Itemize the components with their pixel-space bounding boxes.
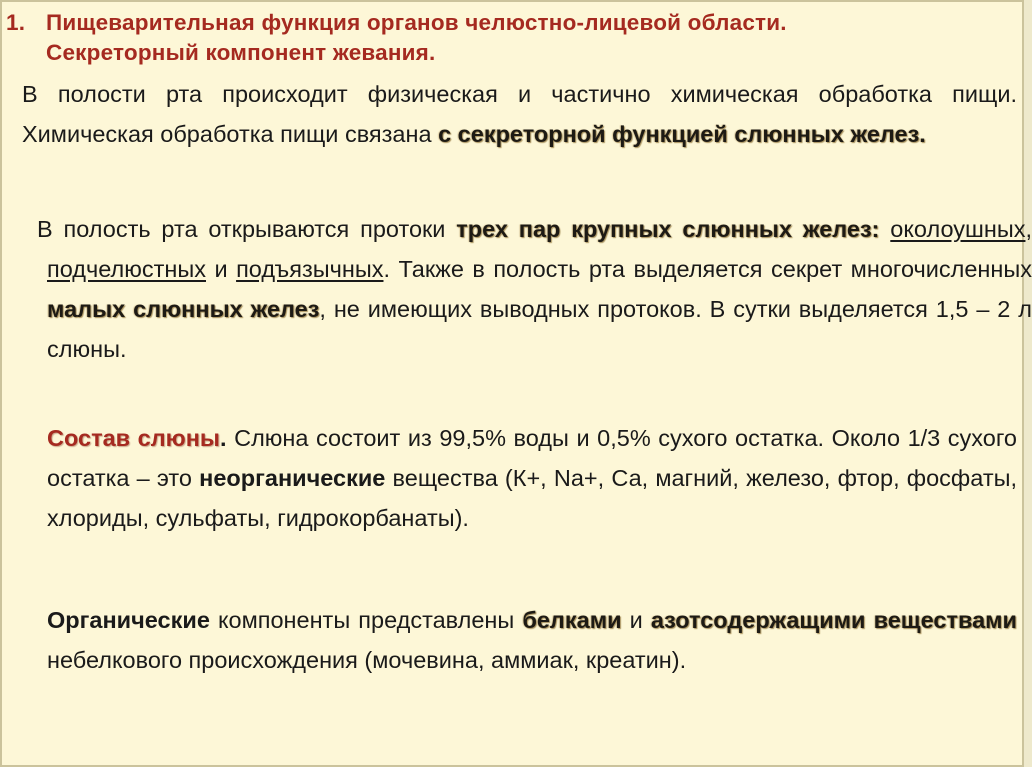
heading-dot: . xyxy=(220,425,227,451)
separator: и xyxy=(206,256,237,282)
emphasis-organic: Органические xyxy=(47,607,210,633)
emphasis-secretory-function: с секреторной функцией слюнных желез. xyxy=(438,121,926,147)
title-number: 1. xyxy=(6,10,26,35)
emphasis-major-glands: трех пар крупных слюнных желез: xyxy=(456,216,880,242)
paragraph-text: . Также в полость рта выделяется секрет многочисленных xyxy=(383,256,1032,282)
paragraph-text: В полость рта открываются протоки xyxy=(37,216,457,242)
paragraph-digestion xyxy=(22,74,1017,154)
gland-parotid: околоушных xyxy=(890,216,1026,242)
paragraph-text: и xyxy=(621,607,651,633)
paragraph-salivary-glands xyxy=(32,209,1032,369)
separator: , xyxy=(1025,216,1032,242)
slide-title xyxy=(6,8,1016,68)
title-line-1: Пищеварительная функция органов челюстно-лицевой области. xyxy=(46,10,787,35)
emphasis-proteins: белками xyxy=(522,607,622,633)
emphasis-inorganic: неорганические xyxy=(199,465,386,491)
heading-saliva-composition: Состав слюны xyxy=(47,425,221,451)
paragraph-organic-components xyxy=(47,600,1017,680)
paragraph-text: небелкового происхождения (мочевина, аммиак, креатин). xyxy=(47,647,687,673)
gland-submandibular: подчелюстных xyxy=(47,256,206,282)
emphasis-minor-glands: малых слюнных желез xyxy=(47,296,320,322)
paragraph-text: В полости рта происходит физическая и частично химическая обработка пищи. Химическая обработка пищи связана xyxy=(22,81,1017,147)
paragraph-text: , не имеющих выводных протоков. В сутки выделяется 1,5 – 2 л слюны. xyxy=(47,296,1032,362)
title-line-2: Секреторный компонент жевания. xyxy=(46,40,436,65)
gland-sublingual: подъязычных xyxy=(236,256,384,282)
paragraph-text: вещества (К+, Na+, Са, магний, железо, фтор, фосфаты, хлориды, сульфаты, гидрокорбанаты). xyxy=(47,465,1017,531)
paragraph-text: Слюна состоит из 99,5% воды и 0,5% сухого остатка. Около 1/3 сухого остатка – это xyxy=(47,425,1017,491)
paragraph-text: компоненты представлены xyxy=(209,607,523,633)
paragraph-saliva-composition xyxy=(47,418,1017,538)
emphasis-nitrogen-substances: азотсодержащими веществами xyxy=(650,607,1017,633)
